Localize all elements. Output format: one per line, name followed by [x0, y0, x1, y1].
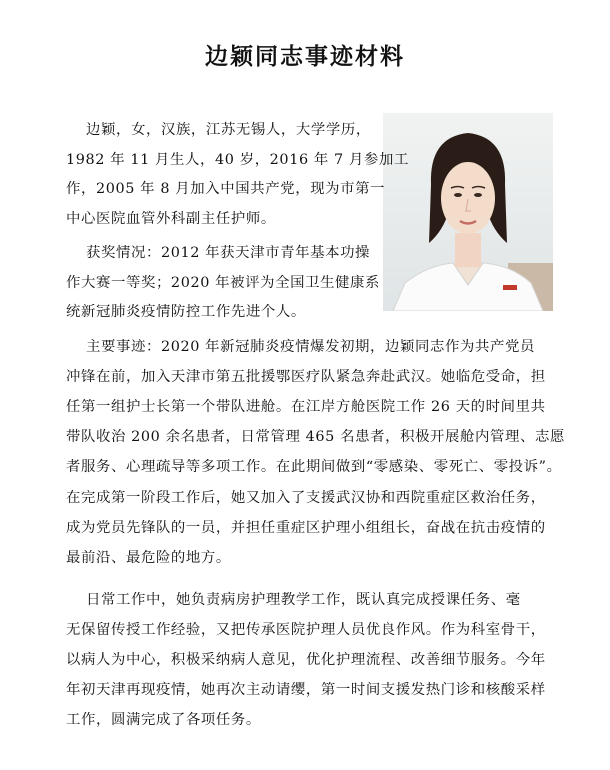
daily-line: 日常工作中，她负责病房护理教学工作，既认真完成授课任务、毫 [86, 592, 521, 608]
intro-line: 作，2005 年 8 月加入中国共产党，现为市第一 [66, 181, 386, 197]
awards-line: 作大赛一等奖；2020 年被评为全国卫生健康系 [66, 275, 381, 291]
deeds-line: 者服务、心理疏导等多项工作。在此期间做到“零感染、零死亡、零投诉”。 [66, 459, 562, 475]
daily-line: 年初天津再现疫情，她再次主动请缨，第一时间支援发热门诊和核酸采样 [66, 682, 546, 698]
portrait-photo [383, 113, 553, 311]
awards-line: 统新冠肺炎疫情防控工作先进个人。 [66, 304, 306, 320]
page-title: 边颖同志事迹材料 [205, 44, 405, 70]
deeds-line: 任第一组护士长第一个带队进舱。在江岸方舱医院工作 26 天的时间里共 [66, 399, 546, 415]
deeds-line: 成为党员先锋队的一员，并担任重症区护理小组组长，奋战在抗击疫情的 [66, 520, 546, 536]
deeds-line: 主要事迹：2020 年新冠肺炎疫情爆发初期，边颖同志作为共产党员 [86, 339, 535, 355]
deeds-line: 带队收治 200 余名患者，日常管理 465 名患者，积极开展舱内管理、志愿 [66, 429, 565, 445]
daily-line: 工作，圆满完成了各项任务。 [66, 712, 261, 728]
intro-line: 边颖，女，汉族，江苏无锡人，大学学历， [86, 122, 371, 138]
portrait-image [383, 113, 553, 311]
intro-line: 1982 年 11 月生人，40 岁，2016 年 7 月参加工 [66, 152, 409, 168]
daily-line: 以病人为中心，积极采纳病人意见，优化护理流程、改善细节服务。今年 [66, 652, 546, 668]
intro-line: 中心医院血管外科副主任护师。 [66, 211, 276, 227]
deeds-line: 在完成第一阶段工作后，她又加入了支援武汉协和西院重症区救治任务， [66, 490, 546, 506]
deeds-line: 最前沿、最危险的地方。 [66, 550, 231, 566]
daily-line: 无保留传授工作经验，又把传承医院护理人员优良作风。作为科室骨干， [66, 622, 546, 638]
deeds-line: 冲锋在前，加入天津市第五批援鄂医疗队紧急奔赴武汉。她临危受命，担 [66, 369, 546, 385]
awards-line: 获奖情况：2012 年获天津市青年基本功操 [86, 245, 371, 261]
